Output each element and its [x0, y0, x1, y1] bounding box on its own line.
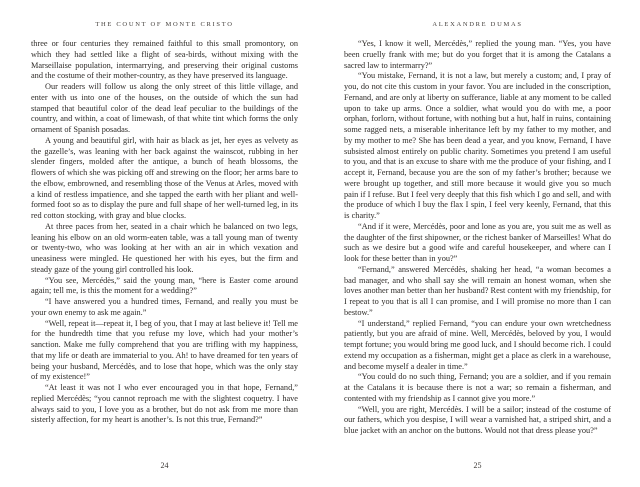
paragraph: three or four centuries they remained faithful to this small promontory, on which they had settled like a flight of sea-birds, without mixing with the Marseillaise population, intermarrying, and preserving their original customs and the costume of their mother-country, as they have preserved its language. — [31, 39, 298, 81]
page-left-body-text — [31, 39, 298, 426]
paragraph: “You mistake, Fernand, it is not a law, but merely a custom; and, I pray of you, do not cite this custom in your favor. You are included in the conscription, Fernand, and are only at liberty on sufferance, liable at any moment to be called upon to take up arms. Once a soldier, what would you do with me, a poor orphan, forlorn, without fortune, with nothing but a hut, half in ruins, containing some ragged nets, a miserable inheritance left by my father to my mother, and by my mother to me? She has been dead a year, and you know, Fernand, I have subsisted almost entirely on public charity. Sometimes you pretend I am useful to you, and that is an excuse to share with me the produce of your fishing, and I accept it, Fernand, because you are the son of my father’s brother; because we were brought up together, and still more because it would give you so much pain if I refuse. But I feel very deeply that this fish which I go and sell, and with the produce of which I buy the flax I spin, I feel very keenly, Fernand, that this is charity.” — [344, 71, 611, 220]
paragraph: “Well, repeat it—repeat it, I beg of you, that I may at last believe it! Tell me for the hundredth time that you refuse my love, which had your mother’s sanction. Make me fully comprehend that you are trifling with my happiness, that my life or death are immaterial to you. Ah! to have dreamed for ten years of being your husband, Mercédès, and to lose that hope, which was the only stay of my existence!” — [31, 318, 298, 382]
running-header-author-name: ALEXANDRE DUMAS — [432, 21, 523, 28]
page-right-body-text — [344, 39, 611, 437]
running-header-book-title: THE COUNT OF MONTE CRISTO — [95, 21, 234, 28]
page-number-right: 25 — [473, 461, 482, 470]
paragraph: “You could do no such thing, Fernand; you are a soldier, and if you remain at the Catalans it is because there is not a war; so remain a fisherman, and contented with my friendship as I cannot give you more.” — [344, 372, 611, 403]
page-left — [31, 0, 298, 487]
paragraph: “You see, Mercédès,” said the young man, “here is Easter come around again; tell me, is this the moment for a wedding?” — [31, 275, 298, 296]
page-right — [344, 0, 611, 487]
paragraph: “Yes, I know it well, Mercédès,” replied the young man. “Yes, you have been cruelly frank with me; but do you forget that it is among the Catalans a sacred law to intermarry?” — [344, 39, 611, 70]
page-number-left: 24 — [160, 461, 169, 470]
paragraph: “At least it was not I who ever encouraged you in that hope, Fernand,” replied Mercédès; “you cannot reproach me with the slightest coquetry. I have always said to you, I love you as a brother, but do not ask from me more than sisterly affection, for my heart is another’s. Is not this true, Fernand?” — [31, 383, 298, 425]
paragraph: A young and beautiful girl, with hair as black as jet, her eyes as velvety as the gazelle’s, was leaning with her back against the wainscot, rubbing in her slender fingers, molded after the antique, a bunch of heath blossoms, the flowers of which she was picking off and strewing on the floor; her arms bare to the elbow, embrowned, and resembling those of the Venus at Arles, moved with a kind of restless impatience, and she tapped the earth with her pliant and well-formed foot so as to display the pure and full shape of her well-turned leg, in its red cotton stocking, with gray and blue clocks. — [31, 135, 298, 220]
paragraph: At three paces from her, seated in a chair which he balanced on two legs, leaning his elbow on an old worm-eaten table, was a tall young man of twenty or twenty-two, who was looking at her with an air in which vexation and uneasiness were mingled. He questioned her with his eyes, but the firm and steady gaze of the young girl controlled his look. — [31, 221, 298, 274]
paragraph: “Well, you are right, Mercédès. I will be a sailor; instead of the costume of our fathers, which you despise, I will wear a varnished hat, a striped shirt, and a blue jacket with an anchor on the buttons. Would not that dress please you?” — [344, 404, 611, 435]
paragraph: “I have answered you a hundred times, Fernand, and really you must be your own enemy to ask me again.” — [31, 297, 298, 317]
paragraph: “And if it were, Mercédès, poor and lone as you are, you suit me as well as the daughter of the first shipowner, or the richest banker of Marseilles! What do such as we desire but a good wife and careful housekeeper, and where can I look for these better than in you?” — [344, 221, 611, 263]
paragraph: Our readers will follow us along the only street of this little village, and enter with us into one of the houses, on the outside of which the sun had stamped that beautiful color of the dead leaf peculiar to the buildings of the country, and within, a coat of limewash, of that white tint which forms the only ornament of Spanish posadas. — [31, 82, 298, 134]
paragraph: “Fernand,” answered Mercédès, shaking her head, “a woman becomes a bad manager, and who shall say she will remain an honest woman, when she loves another man better than her husband? Rest content with my friendship, for I repeat to you that is all I can promise, and I will promise no more than I can bestow.” — [344, 264, 611, 317]
paragraph: “I understand,” replied Fernand, “you can endure your own wretchedness patiently, but you are afraid of mine. Well, Mercédès, beloved by you, I would tempt fortune; you would bring me good luck, and I should become rich. I could extend my occupation as a fisherman, might get a place as clerk in a warehouse, and become myself a dealer in time.” — [344, 318, 611, 371]
